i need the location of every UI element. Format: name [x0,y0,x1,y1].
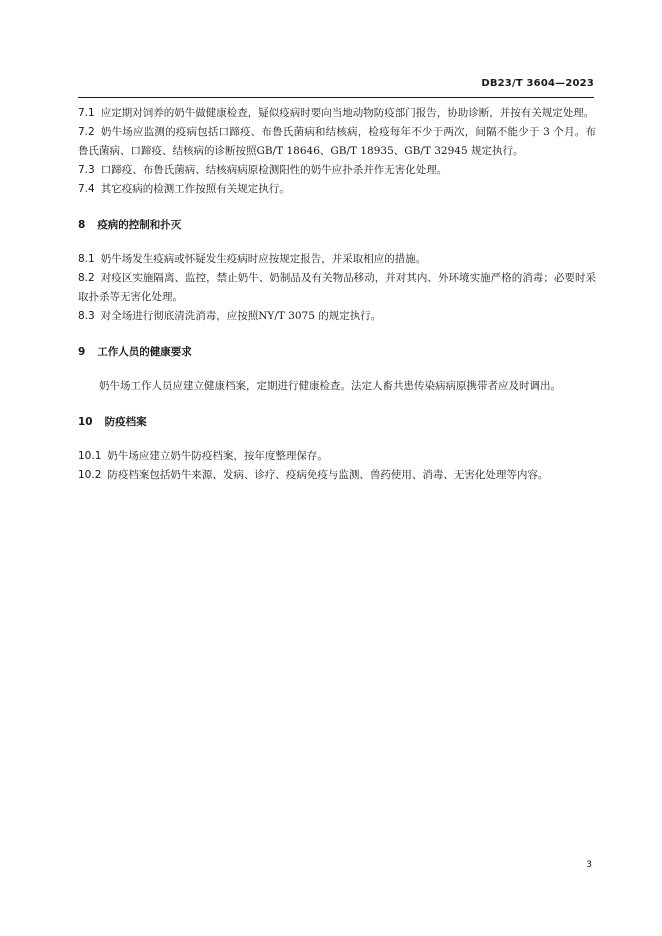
section-number: 8 [78,219,86,231]
section-title: 工作人员的健康要求 [97,346,192,358]
section-title: 疫病的控制和扑灭 [97,219,182,231]
clause-number: 8.1 [78,253,95,265]
clause-10-2 [78,466,596,485]
clause-7-3 [78,161,596,180]
clause-number: 10.2 [78,469,102,481]
clause-text: 对全场进行彻底清洗消毒，应按照NY/T 3075 的规定执行。 [100,310,382,322]
section-heading-10 [78,414,596,429]
clause-7-4 [78,180,596,199]
page-number: 3 [586,860,592,870]
clause-number: 7.4 [78,183,95,195]
clause-number: 10.1 [78,450,102,462]
section-heading-9 [78,344,596,359]
clause-text: 口蹄疫、布鲁氏菌病、结核病病原检测阳性的奶牛应扑杀并作无害化处理。 [100,164,448,176]
clause-number: 7.3 [78,164,95,176]
clause-text: 奶牛场发生疫病或怀疑发生疫病时应按规定报告，并采取相应的措施。 [100,253,427,265]
clause-10-1 [78,447,596,466]
clause-text: 防疫档案包括奶牛来源、发病、诊疗、疫病免疫与监测、兽药使用、消毒、无害化处理等内容。 [107,469,549,481]
clause-8-3 [78,307,596,326]
clause-7-2 [78,123,596,161]
section-number: 9 [78,346,86,358]
clause-text: 其它疫病的检测工作按照有关规定执行。 [100,183,290,195]
clause-7-1 [78,104,596,123]
section-number: 10 [78,416,93,428]
clause-number: 7.2 [78,126,95,138]
clause-text: 奶牛场应建立奶牛防疫档案，按年度整理保存。 [107,450,328,462]
clause-number: 8.3 [78,310,95,322]
clause-8-1 [78,250,596,269]
clause-8-2 [78,269,596,307]
section-title: 防疫档案 [104,416,147,428]
header-divider [78,97,594,98]
section-heading-8 [78,217,596,232]
clause-number: 7.1 [78,107,95,119]
clause-text: 应定期对饲养的奶牛做健康检查，疑似疫病时要向当地动物防疫部门报告，协助诊断，并按有关规定处理。 [100,107,595,119]
clause-number: 8.2 [78,272,95,284]
clause-text: 对疫区实施隔离、监控，禁止奶牛、奶制品及有关物品移动，并对其内、外环境实施严格的消毒；必要时采取扑杀等无害化处理。 [78,272,596,303]
document-code: DB23/T 3604—2023 [481,78,594,89]
document-body [78,104,596,485]
section-9-paragraph: 奶牛场工作人员应建立健康档案，定期进行健康检查。法定人畜共患传染病病原携带者应及时调出。 [99,380,561,392]
clause-text: 奶牛场应监测的疫病包括口蹄疫、布鲁氏菌病和结核病，检疫每年不少于两次，间隔不能少于 3 个月。布鲁氏菌病、口蹄疫、结核病的诊断按照GB/T 18646、GB/T 18935、GB/T 32945 规定执行。 [78,126,596,157]
